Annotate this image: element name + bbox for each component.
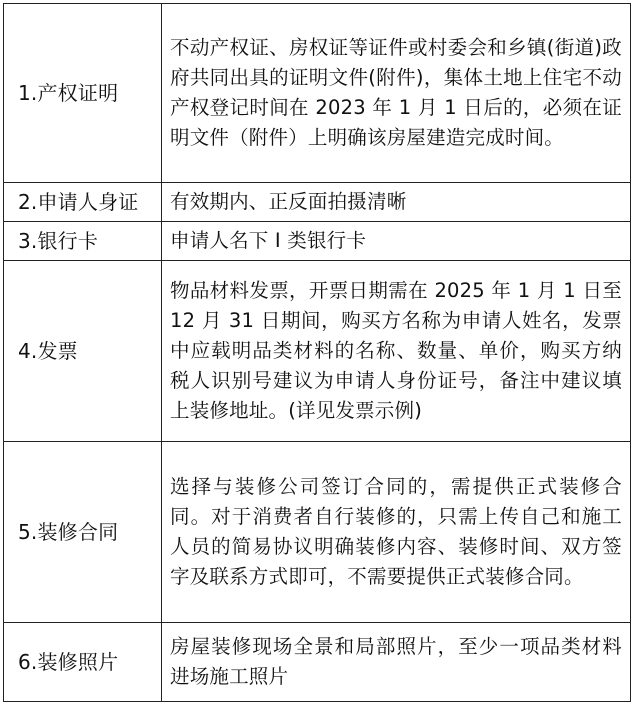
requirements-table-container [3, 3, 630, 702]
table-row-property-certificate [4, 4, 631, 183]
row-label: 5.装修合同 [4, 442, 162, 623]
row-label: 1.产权证明 [4, 4, 162, 183]
row-content: 物品材料发票，开票日期需在 2025 年 1 月 1 日至 12 月 31 日期间，购买方名称为申请人姓名，发票中应载明品类材料的名称、数量、单价，购买方纳税人识别号建议为申请人身份证号，备注中建议填上装修地址。(详见发票示例) [162, 261, 631, 442]
table-row-renovation-contract [4, 442, 631, 623]
table-row-invoice [4, 261, 631, 442]
row-label: 3.银行卡 [4, 222, 162, 261]
row-content: 房屋装修现场全景和局部照片，至少一项品类材料进场施工照片 [162, 623, 631, 702]
table-row-bank-card [4, 222, 631, 261]
row-label: 2.申请人身证 [4, 183, 162, 222]
row-content: 申请人名下 I 类银行卡 [162, 222, 631, 261]
row-content: 有效期内、正反面拍摄清晰 [162, 183, 631, 222]
row-label: 4.发票 [4, 261, 162, 442]
table-row-renovation-photos [4, 623, 631, 702]
row-label: 6.装修照片 [4, 623, 162, 702]
table-row-applicant-id [4, 183, 631, 222]
row-content: 不动产权证、房权证等证件或村委会和乡镇(街道)政府共同出具的证明文件(附件)，集体土地上住宅不动产权登记时间在 2023 年 1 月 1 日后的，必须在证明文件（附件）上明确该房屋建造完成时间。 [162, 4, 631, 183]
requirements-table [3, 3, 631, 702]
row-content: 选择与装修公司签订合同的，需提供正式装修合同。对于消费者自行装修的，只需上传自己和施工人员的简易协议明确装修内容、装修时间、双方签字及联系方式即可，不需要提供正式装修合同。 [162, 442, 631, 623]
